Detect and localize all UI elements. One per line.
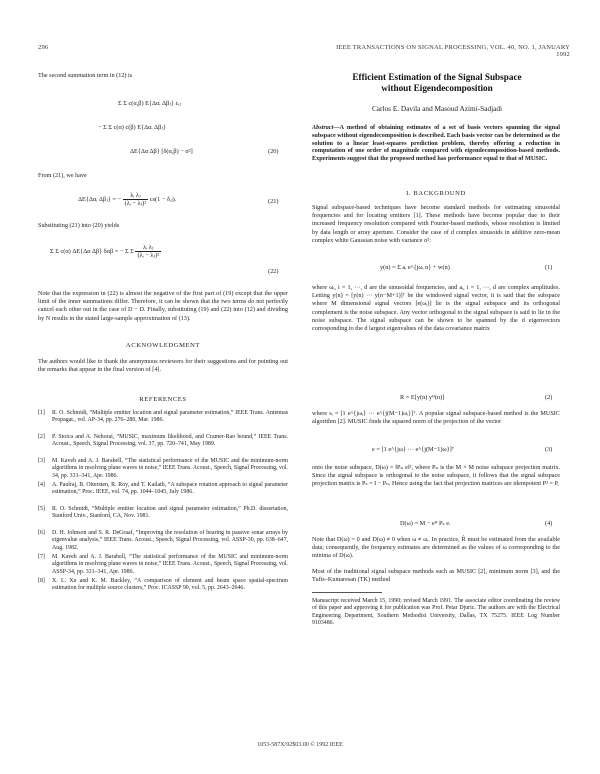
right-paragraph-2: where ωᵢ, i = 1, ···, d are the sinusoidal frequencies, and aᵢ, i = 1, ···, d are complex amplitudes. Letting y(n) = [y(n) ··· y(n−M+1)]ᵀ be the windowed signal vector, it is said that the subspace where M dimensional signal vectors [e(ωᵢ)] lie is the signal subspace and its orthogonal complement is the noise subspace. Any vector orthogonal to the signal subspace is said to lie in the noise subspace. The signal subspace can be shown to be spanned by the d eigenvectors corresponding to the d largest eigenvalues of the data covariance matrix bbox=[312, 284, 560, 333]
eq20-line2: − Σ Σ c(α) c(β) E{Δαᵢ Δβⱼ} bbox=[98, 124, 166, 131]
references-heading: REFERENCES bbox=[139, 396, 187, 403]
acknowledgment-heading: ACKNOWLEDGMENT bbox=[125, 342, 201, 349]
reference-text: D. H. Johnson and S. R. DeGraaf, “Improving the resolution of bearing in passive sonar arrays by eigenvalue analysis,” IEEE Trans. Acoust., Speech, Signal Processing, vol. ASSP-30, pp. 638–647, Aug. 1982. bbox=[52, 530, 288, 551]
section-heading: I. BACKGROUND bbox=[406, 190, 466, 197]
reference-item bbox=[38, 530, 288, 552]
footnote-rule bbox=[312, 592, 382, 593]
abstract-label: Abstract— bbox=[312, 124, 340, 131]
right-paragraph-3: where sᵢ = [1 e^{jωᵢ} ··· e^{j(M−1)ωᵢ}]ᵀ. A popular signal subspace-based method is the MUSIC algorithm [2]. MUSIC finds the squared norm of the projection of the vector bbox=[312, 410, 560, 426]
reference-number: [6] bbox=[38, 530, 45, 536]
eq22-frac-den: (λᵢ − λⱼ)² bbox=[137, 252, 160, 259]
reference-text: R. O. Schmidt, “Multiple emitter location and signal parameter estimation,” Ph.D. dissertation, Stanford Univ., Stanford, CA, Nov. 1981. bbox=[52, 506, 288, 520]
eq22-lhs: Σ Σ c(α) ΔE{Δα Δβ} δαβ = − Σ Σ bbox=[50, 247, 134, 255]
eq22 bbox=[50, 244, 161, 259]
reference-item bbox=[38, 554, 288, 576]
eq22-fraction bbox=[135, 244, 161, 259]
eq21-lhs: ΔE{Δαᵢ Δβⱼ} = − bbox=[78, 195, 122, 203]
eq2: R = E[y(n) yᴴ(n)] bbox=[400, 394, 445, 401]
reference-item bbox=[38, 578, 288, 600]
reference-item bbox=[38, 434, 288, 456]
eq21-rhs: cs(1 − δᵢⱼ). bbox=[149, 195, 177, 203]
eq21-fraction bbox=[123, 192, 149, 207]
reference-text: P. Stoica and A. Nehorai, “MUSIC, maximum likelihood, and Cramer-Rao bound,” IEEE Trans. Acoust., Speech, Signal Processing, vol. 37, pp. 720–741, May 1989. bbox=[52, 434, 288, 448]
reference-number: [5] bbox=[38, 506, 45, 512]
paper-authors: Carlos E. Davila and Masoud Azimi-Sadjadi bbox=[371, 104, 503, 113]
left-from21: From (21), we have bbox=[38, 172, 87, 179]
eq20-line3: ΔE{Δα Δβ} [δ(α,β) − σ²] bbox=[130, 148, 193, 155]
eq21-number: (21) bbox=[268, 198, 279, 205]
eq20-number: (20) bbox=[268, 148, 279, 155]
right-paragraph-1: Signal subspace-based techniques have become standard methods for estimating sinusoidal frequencies and for locating emitters [1]. These methods have become popular due to their increased frequency resolution compared with Fourier-based methods, whose resolution is limited by data length or array aperture. Consider the case of d complex sinusoids in additive zero-mean complex white Gaussian noise with variance σ²: bbox=[312, 204, 560, 244]
running-header: IEEE TRANSACTIONS ON SIGNAL PROCESSING, VOL. 40, NO. 1, JANUARY 1992 bbox=[336, 44, 570, 58]
reference-text: R. O. Schmidt, “Multiple emitter location and signal parameter estimation,” IEEE Trans. Antennas Propagat., vol. AP-34, pp. 276–280, Mar. 1986. bbox=[52, 410, 288, 424]
reference-item bbox=[38, 482, 288, 504]
reference-text: M. Kaveh and A. J. Barabell, “The statistical performance of the MUSIC and the minimum-norm algorithms in resolving plane waves in noise,” IEEE Trans. Acoust., Speech, Signal Processing, vol. 34, pp. 331–341, Apr. 1986. bbox=[52, 458, 288, 479]
eq22-frac-num: λᵢ λⱼ bbox=[135, 244, 161, 252]
reference-number: [1] bbox=[38, 410, 45, 416]
left-paragraph-1: Note that the expression in (22) is almost the negative of the first part of (19) except that the upper limit of the inner summations differ. Therefore, it can be shown that the two terms do not perfectly cancel each other out in the case of D − D. Finally, substituting (19) and (22) into (12) and dividing by N results in the stated large-sample approximation of (13). bbox=[38, 290, 288, 322]
abstract bbox=[312, 124, 560, 163]
page-footer: 1053-587X/92$03.00 © 1992 IEEE bbox=[257, 742, 343, 748]
left-subst: Substituting (21) into (20) yields bbox=[38, 222, 120, 229]
right-paragraph-4: onto the noise subspace, D(ω) = ‖Pₙ e‖², where Pₙ is the M × M noise subspace projection matrix. Since the signal subspace is orthogonal to the noise subspace, it follows that the signal subspace projection matrix is Pₛ = I − Pₙ. Hence using the fact that projection matrices are idempotent P² = P, bbox=[312, 464, 560, 488]
eq4: D(ω) = M − eᴴ Pₛ e. bbox=[400, 520, 451, 527]
eq4-number: (4) bbox=[545, 520, 553, 527]
abstract-text: A method of obtaining estimates of a set of basis vectors spanning the signal subspace without eigendecomposition is described. Each basis vector can be determined as the solution to a linear least-squares prediction problem, thereby offering a reduction in computation of one order of magnitude compared with eigendecomposition-based methods. Experiments suggest that the proposed method has performance equal to that of MUSIC. bbox=[312, 124, 560, 163]
reference-number: [8] bbox=[38, 578, 45, 584]
reference-item bbox=[38, 458, 288, 480]
paper-title-line-1: Efficient Estimation of the Signal Subspace bbox=[352, 72, 522, 82]
eq1-number: (1) bbox=[545, 264, 553, 271]
reference-text: M. Kaveh and A. J. Barabell, “The statistical performance of the MUSIC and minimum-norm algorithms in resolving plane waves in noise,” IEEE Trans. Acoust., Speech, Signal Processing, vol. ASSP-34, pp. 331–341, Apr. 1986. bbox=[52, 554, 288, 575]
page-number: 296 bbox=[38, 44, 49, 51]
footnote: Manuscript received March 15, 1990; revised March 1991. The associate editor coordinating the review of this paper and approving it for publication was Prof. Petar Djuric. The authors are with the Electrical Engineering Department, Southern Methodist University, Dallas, TX 75275. IEEE Log Number 9103486. bbox=[312, 598, 560, 627]
reference-text: A. Paulraj, B. Ottersten, R. Roy, and T. Kailath, “A subspace rotation approach to signal parameter estimation,” Proc. IEEE, vol. 74, pp. 1044–1045, July 1986. bbox=[52, 482, 288, 496]
eq20-line1: Σ Σ c(α,β) E{Δαᵢ Δβⱼ} εᵢⱼ bbox=[118, 100, 181, 107]
eq22-number: (22) bbox=[268, 268, 279, 275]
reference-number: [4] bbox=[38, 482, 45, 488]
eq3: e = [1 e^{jω} ··· e^{j(M−1)ω}]ᵀ bbox=[372, 446, 455, 453]
reference-number: [3] bbox=[38, 458, 45, 464]
eq21-frac-num: λᵢ λⱼ bbox=[123, 192, 149, 200]
left-intro: The second summation term in (12) is bbox=[38, 72, 133, 79]
eq21 bbox=[78, 192, 176, 207]
paper-title bbox=[312, 72, 562, 94]
paper-title-line-2: without Eigendecomposition bbox=[381, 83, 493, 93]
eq3-number: (3) bbox=[545, 446, 553, 453]
reference-number: [2] bbox=[38, 434, 45, 440]
reference-number: [7] bbox=[38, 554, 45, 560]
reference-item bbox=[38, 506, 288, 528]
eq21-frac-den: (λᵢ − λⱼ)² bbox=[124, 200, 147, 207]
eq1: y(n) = Σ aᵢ e^{jωᵢ n} + w(n) bbox=[380, 264, 450, 271]
eq2-number: (2) bbox=[545, 394, 553, 401]
right-paragraph-6: Most of the traditional signal subspace methods such as MUSIC [2], minimum norm [3], and the Tufts–Kumaresan (TK) method bbox=[312, 568, 560, 584]
right-paragraph-5: Note that D(ω) = 0 and D(ω) ≠ 0 when ω ≠ ωᵢ. In practice, R̂ must be estimated from the available data; consequently, the frequency estimates are determined as the values of ω corresponding to the minima of D(ω). bbox=[312, 536, 560, 560]
acknowledgment-text: The authors would like to thank the anonymous reviewers for their suggestions and for pointing out the remarks that appear in the final version of [4]. bbox=[38, 358, 288, 374]
reference-text: X. L. Xu and K. M. Buckley, “A comparison of element and beam space spatial-spectrum estimation for multiple source clusters,” Proc. ICASSP 90, vol. 5, pp. 2643–2646. bbox=[52, 578, 288, 592]
reference-item bbox=[38, 410, 288, 432]
